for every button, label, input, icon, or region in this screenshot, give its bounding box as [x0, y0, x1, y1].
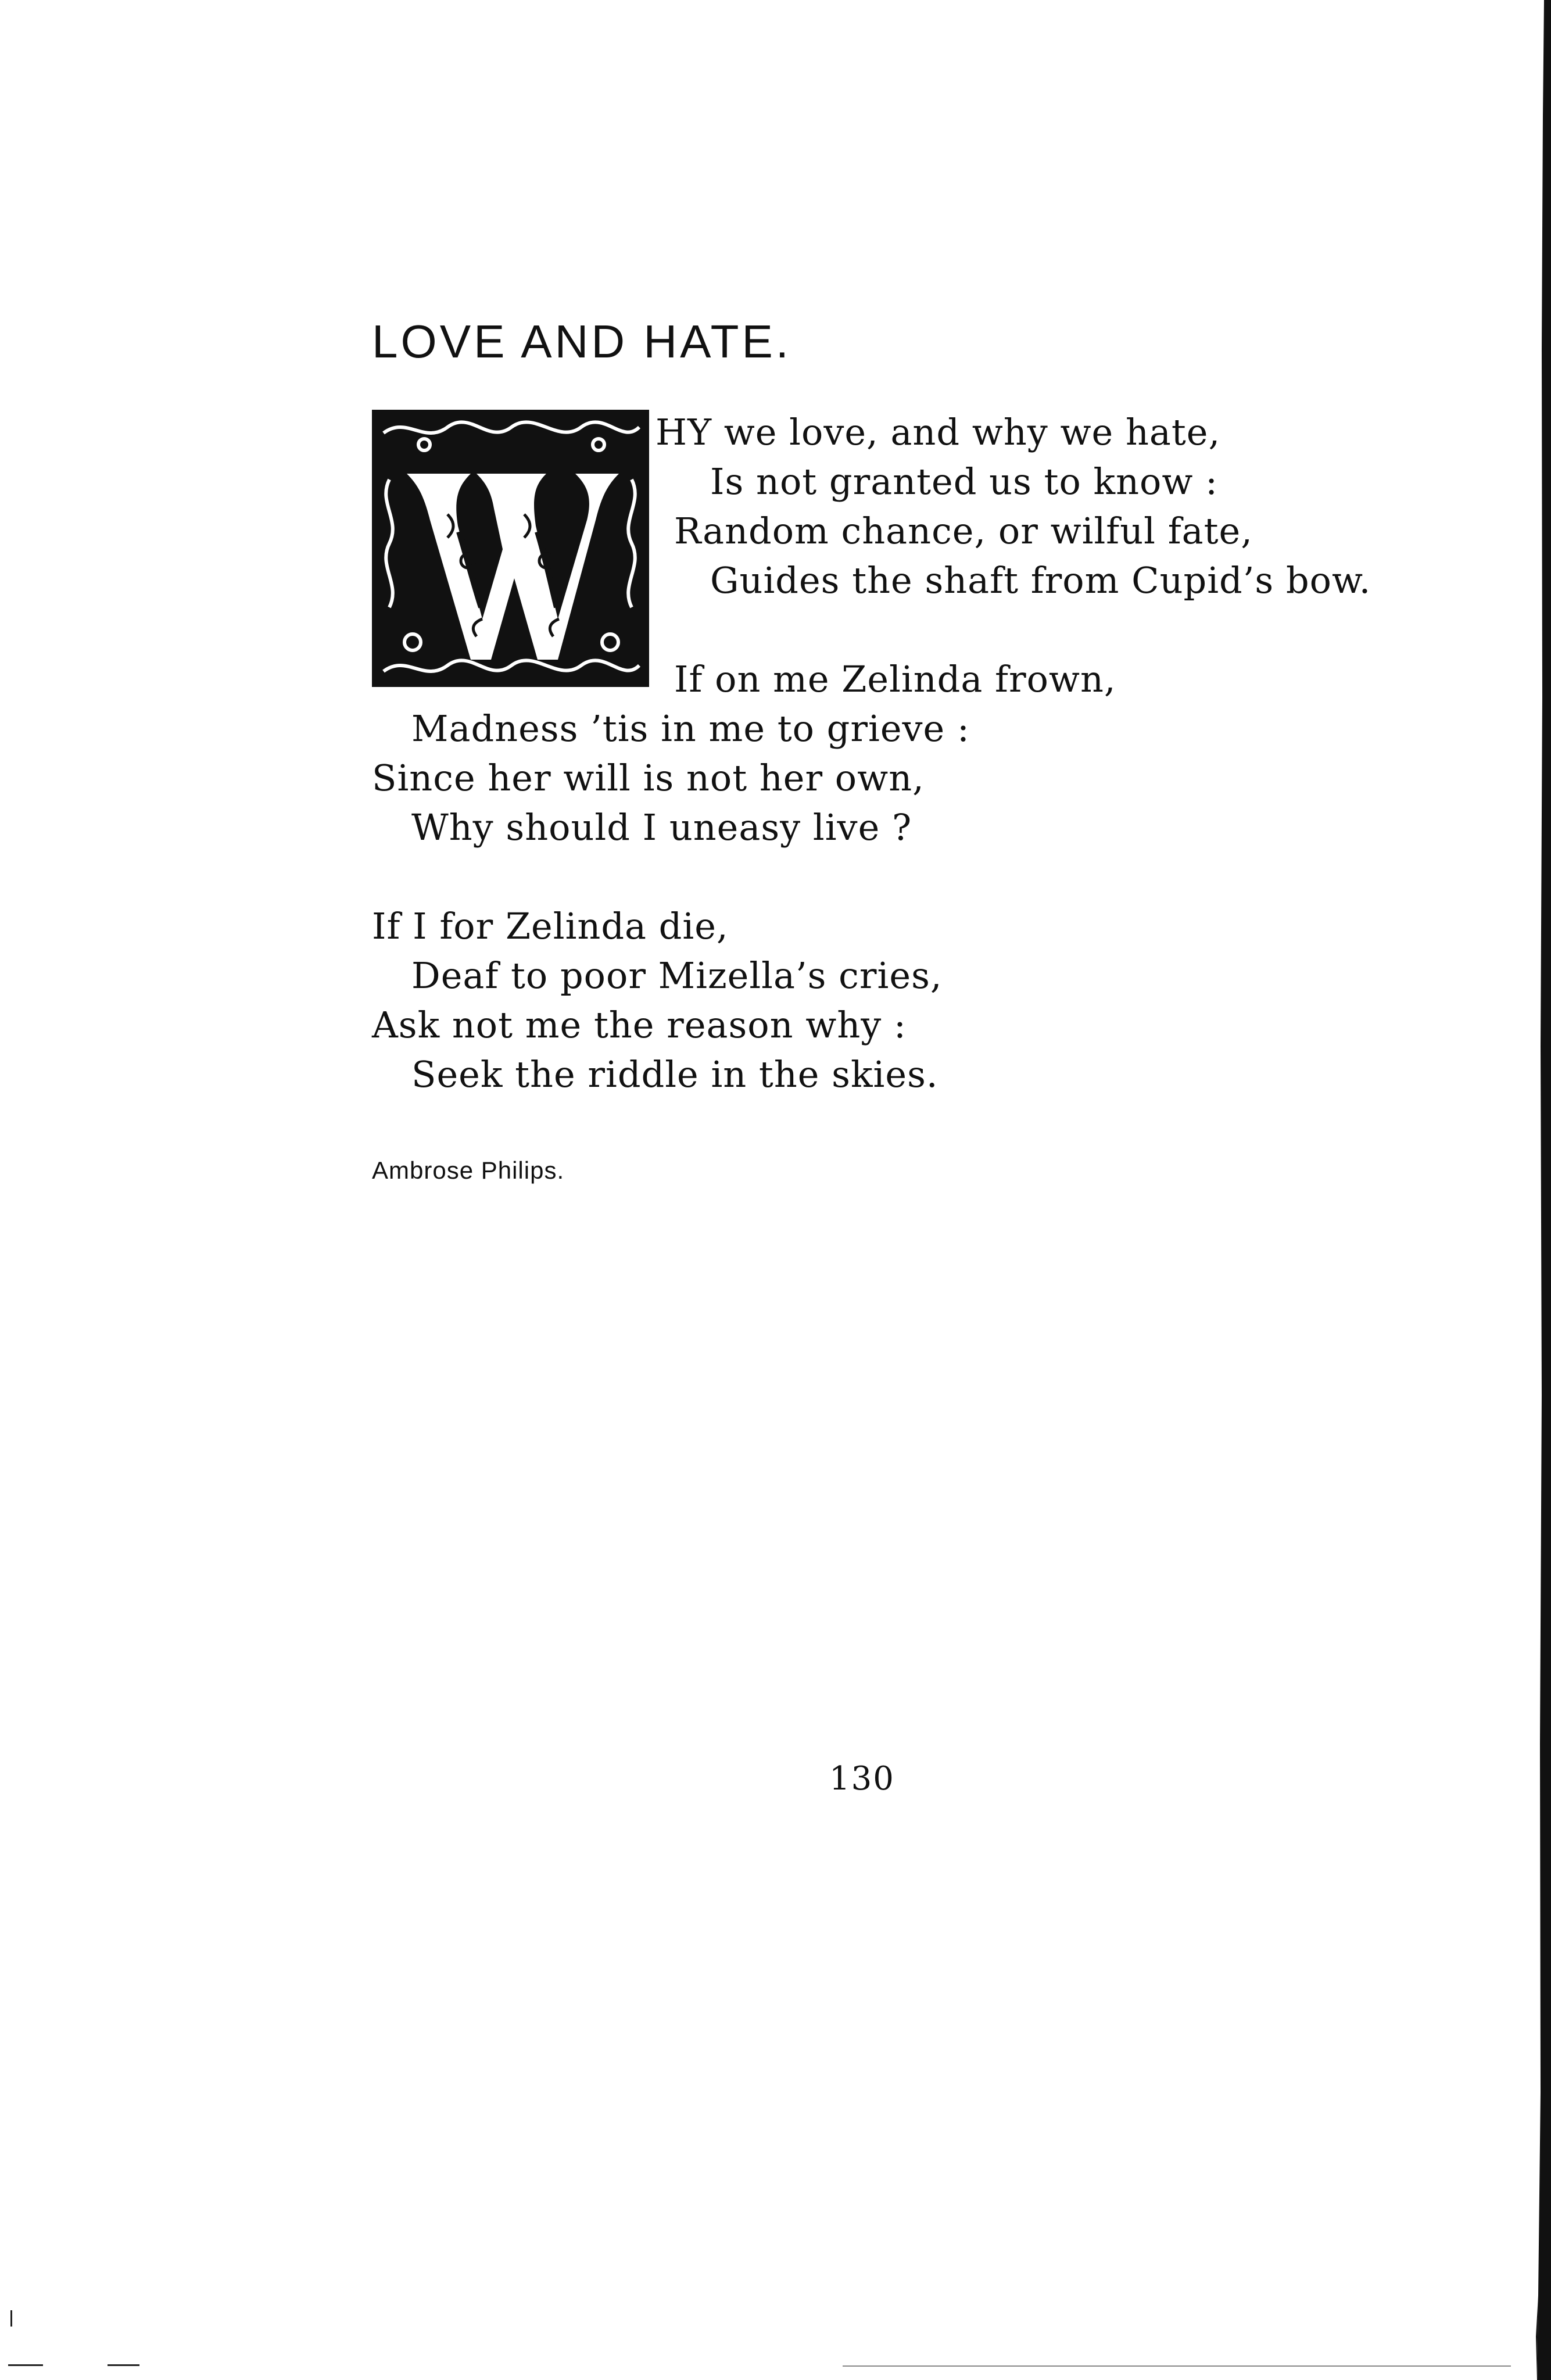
poem-line: Is not granted us to know : [710, 460, 1219, 503]
scan-artifact [10, 2310, 12, 2327]
scan-artifact [8, 2364, 43, 2366]
poem-line: Seek the riddle in the skies. [411, 1053, 939, 1096]
poem-line: Deaf to poor Mizella’s cries, [411, 954, 943, 997]
poem-line: HY we love, and why we hate, [655, 411, 1221, 453]
poem-title: LOVE AND HATE. [372, 316, 792, 367]
poem-line: Random chance, or wilful fate, [674, 510, 1253, 552]
poem-line: Madness ’tis in me to grieve : [411, 707, 970, 750]
poem-line: Since her will is not her own, [372, 757, 925, 799]
page-edge-shadow [1521, 0, 1551, 2380]
poem-line: Ask not me the reason why : [372, 1004, 907, 1046]
author-attribution: Ambrose Philips. [372, 1157, 565, 1184]
page-number: 130 [829, 1760, 895, 1798]
scan-artifact [108, 2364, 139, 2366]
poem-line: Why should I uneasy live ? [411, 806, 912, 849]
poem-line: If on me Zelinda frown, [674, 658, 1116, 700]
ornamental-w-icon [372, 410, 649, 687]
poem-line: If I for Zelinda die, [372, 905, 729, 947]
poem-line: Guides the shaft from Cupid’s bow. [710, 559, 1371, 602]
drop-cap-initial [372, 410, 649, 687]
scan-artifact [843, 2365, 1511, 2367]
